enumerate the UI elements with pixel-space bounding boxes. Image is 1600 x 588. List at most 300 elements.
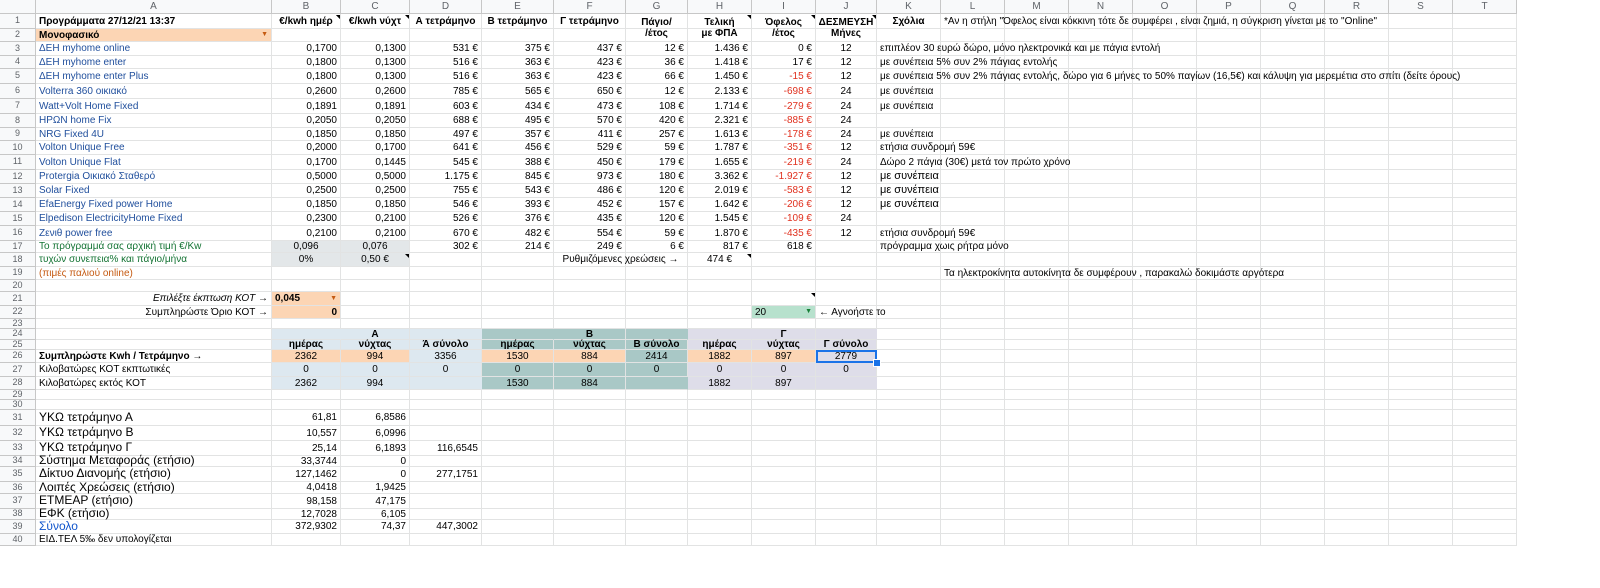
grid-cell[interactable] xyxy=(941,292,1005,306)
grid-cell[interactable] xyxy=(1389,441,1453,456)
grid-cell[interactable] xyxy=(482,29,554,42)
group-sum-c[interactable] xyxy=(816,340,877,350)
grid-cell[interactable] xyxy=(36,329,272,340)
non-kot-kwh-label[interactable] xyxy=(36,377,272,390)
plan-night-price[interactable] xyxy=(341,56,410,69)
grid-cell[interactable] xyxy=(1133,377,1197,390)
kwh-value[interactable] xyxy=(341,350,410,363)
row-header-31[interactable]: 31 xyxy=(0,410,36,426)
grid-cell[interactable] xyxy=(1325,267,1389,280)
cell-note-icon[interactable] xyxy=(811,293,815,297)
grid-cell[interactable] xyxy=(1005,350,1069,363)
grid-cell[interactable] xyxy=(1261,29,1325,42)
row-header-39[interactable]: 39 xyxy=(0,520,36,534)
your-night-price[interactable] xyxy=(341,241,410,253)
column-header-F[interactable]: F xyxy=(554,0,626,14)
grid-cell[interactable] xyxy=(816,426,877,441)
grid-cell[interactable] xyxy=(36,340,272,350)
grid-cell[interactable] xyxy=(1069,400,1133,410)
kot-limit-label[interactable] xyxy=(36,306,272,319)
grid-cell[interactable] xyxy=(1325,141,1389,155)
plan-comment[interactable] xyxy=(877,69,1461,84)
grid-cell[interactable] xyxy=(1133,319,1197,329)
grid-cell[interactable] xyxy=(341,292,410,306)
row-header-14[interactable]: 14 xyxy=(0,198,36,212)
plan-comment[interactable] xyxy=(877,170,941,184)
kwh-value[interactable] xyxy=(816,350,877,363)
grid-cell[interactable] xyxy=(1133,128,1197,141)
grid-cell[interactable] xyxy=(1453,128,1517,141)
grid-cell[interactable] xyxy=(1389,42,1453,56)
grid-cell[interactable] xyxy=(1133,84,1197,99)
grid-cell[interactable] xyxy=(1325,241,1389,253)
plan-months[interactable] xyxy=(816,155,877,170)
plan-months[interactable] xyxy=(816,226,877,241)
plan-b-cost[interactable] xyxy=(482,198,554,212)
plan-benefit[interactable] xyxy=(752,141,816,155)
grid-cell[interactable] xyxy=(1261,226,1325,241)
grid-cell[interactable] xyxy=(1005,410,1069,426)
grid-cell[interactable] xyxy=(272,534,341,546)
grid-cell[interactable] xyxy=(1325,212,1389,226)
row-header-19[interactable]: 19 xyxy=(0,267,36,280)
row-header-10[interactable]: 10 xyxy=(0,141,36,155)
plan-name[interactable] xyxy=(36,155,272,170)
grid-cell[interactable] xyxy=(1197,363,1261,377)
grid-cell[interactable] xyxy=(1261,494,1325,509)
grid-cell[interactable] xyxy=(1197,534,1261,546)
plan-benefit[interactable] xyxy=(752,226,816,241)
col-benefit[interactable] xyxy=(752,14,816,42)
grid-cell[interactable] xyxy=(1005,494,1069,509)
grid-cell[interactable] xyxy=(1453,390,1517,400)
plan-comment[interactable] xyxy=(877,141,976,155)
plan-day-price[interactable] xyxy=(272,99,341,114)
col-commitment[interactable] xyxy=(816,14,877,42)
grid-cell[interactable] xyxy=(1005,306,1069,319)
grid-cell[interactable] xyxy=(1261,280,1325,292)
plan-total[interactable] xyxy=(688,114,752,128)
grid-cell[interactable] xyxy=(410,400,482,410)
grid-cell[interactable] xyxy=(554,267,626,280)
grid-cell[interactable] xyxy=(1389,292,1453,306)
plan-c-cost[interactable] xyxy=(554,212,626,226)
grid-cell[interactable] xyxy=(1325,84,1389,99)
plan-months[interactable] xyxy=(816,170,877,184)
kot-kwh-value[interactable] xyxy=(626,363,688,377)
row-header-33[interactable]: 33 xyxy=(0,441,36,456)
grid-cell[interactable] xyxy=(1261,212,1325,226)
grid-cell[interactable] xyxy=(877,441,941,456)
grid-cell[interactable] xyxy=(1389,226,1453,241)
group-night-b[interactable] xyxy=(554,340,626,350)
grid-cell[interactable] xyxy=(341,267,410,280)
column-header-E[interactable]: E xyxy=(482,0,554,14)
kot-kwh-value[interactable] xyxy=(816,363,877,377)
plan-a-cost[interactable] xyxy=(410,226,482,241)
grid-cell[interactable] xyxy=(554,520,626,534)
cost-day[interactable] xyxy=(272,494,341,509)
cost-label[interactable] xyxy=(36,534,272,546)
grid-cell[interactable] xyxy=(1005,534,1069,546)
plan-day-price[interactable] xyxy=(272,128,341,141)
grid-cell[interactable] xyxy=(941,400,1005,410)
grid-cell[interactable] xyxy=(1453,292,1517,306)
grid-cell[interactable] xyxy=(941,29,1005,42)
plan-total[interactable] xyxy=(688,84,752,99)
row-header-37[interactable]: 37 xyxy=(0,494,36,509)
cell-note-icon[interactable] xyxy=(405,254,409,258)
grid-cell[interactable] xyxy=(1069,377,1133,390)
grid-cell[interactable] xyxy=(1325,377,1389,390)
grid-cell[interactable] xyxy=(341,280,410,292)
grid-cell[interactable] xyxy=(1325,306,1389,319)
plan-a-cost[interactable] xyxy=(410,69,482,84)
grid-cell[interactable] xyxy=(554,410,626,426)
grid-cell[interactable] xyxy=(1133,390,1197,400)
dropdown-arrow-icon[interactable]: ▼ xyxy=(330,294,337,302)
grid-cell[interactable] xyxy=(941,482,1005,494)
cost-label[interactable] xyxy=(36,520,272,534)
plan-months[interactable] xyxy=(816,56,877,69)
grid-cell[interactable] xyxy=(1069,319,1133,329)
grid-cell[interactable] xyxy=(941,253,1005,267)
plan-fee[interactable] xyxy=(626,69,688,84)
grid-cell[interactable] xyxy=(626,280,688,292)
grid-cell[interactable] xyxy=(1069,410,1133,426)
grid-cell[interactable] xyxy=(1133,520,1197,534)
row-header-38[interactable]: 38 xyxy=(0,509,36,520)
grid-cell[interactable] xyxy=(1325,155,1389,170)
title-cell[interactable] xyxy=(36,14,272,29)
grid-cell[interactable] xyxy=(1197,84,1261,99)
grid-cell[interactable] xyxy=(1389,350,1453,363)
plan-day-price[interactable] xyxy=(272,69,341,84)
grid-cell[interactable] xyxy=(1197,155,1261,170)
grid-cell[interactable] xyxy=(752,494,816,509)
grid-cell[interactable] xyxy=(554,280,626,292)
row-header-7[interactable]: 7 xyxy=(0,99,36,114)
plan-b-cost[interactable] xyxy=(482,56,554,69)
grid-cell[interactable] xyxy=(1453,56,1517,69)
grid-cell[interactable] xyxy=(1453,155,1517,170)
grid-cell[interactable] xyxy=(941,441,1005,456)
grid-cell[interactable] xyxy=(554,426,626,441)
plan-fee[interactable] xyxy=(626,84,688,99)
column-header-A[interactable]: A xyxy=(36,0,272,14)
grid-cell[interactable] xyxy=(272,280,341,292)
grid-cell[interactable] xyxy=(1005,280,1069,292)
plan-night-price[interactable] xyxy=(341,212,410,226)
plan-benefit[interactable] xyxy=(752,128,816,141)
plan-fee[interactable] xyxy=(626,56,688,69)
plan-name[interactable] xyxy=(36,128,272,141)
grid-cell[interactable] xyxy=(1069,141,1133,155)
grid-cell[interactable] xyxy=(1325,441,1389,456)
plan-comment[interactable] xyxy=(877,155,1071,170)
grid-cell[interactable] xyxy=(1069,456,1133,467)
grid-cell[interactable] xyxy=(1261,350,1325,363)
grid-cell[interactable] xyxy=(1325,319,1389,329)
grid-cell[interactable] xyxy=(941,280,1005,292)
plan-months[interactable] xyxy=(816,198,877,212)
grid-cell[interactable] xyxy=(1133,170,1197,184)
your-comment[interactable] xyxy=(877,241,1009,253)
plan-total[interactable] xyxy=(688,42,752,56)
col-fee[interactable] xyxy=(626,14,688,42)
grid-cell[interactable] xyxy=(554,306,626,319)
grid-cell[interactable] xyxy=(1197,482,1261,494)
grid-cell[interactable] xyxy=(688,410,752,426)
grid-cell[interactable] xyxy=(1389,482,1453,494)
group-fill[interactable] xyxy=(626,377,688,390)
plan-comment[interactable] xyxy=(877,42,1161,56)
grid-cell[interactable] xyxy=(816,410,877,426)
your-b-cost[interactable] xyxy=(482,241,554,253)
group-fill[interactable] xyxy=(410,377,482,390)
your-plan-label[interactable] xyxy=(36,241,272,253)
cell-note-icon[interactable] xyxy=(872,15,876,19)
kot-kwh-value[interactable] xyxy=(272,363,341,377)
grid-cell[interactable] xyxy=(1069,441,1133,456)
grid-cell[interactable] xyxy=(1069,509,1133,520)
grid-cell[interactable] xyxy=(1197,390,1261,400)
plan-benefit[interactable] xyxy=(752,170,816,184)
col-total[interactable] xyxy=(688,14,752,42)
grid-cell[interactable] xyxy=(341,319,410,329)
cost-sum[interactable] xyxy=(410,441,482,456)
grid-cell[interactable] xyxy=(1069,292,1133,306)
grid-cell[interactable] xyxy=(877,114,941,128)
grid-cell[interactable] xyxy=(626,467,688,482)
grid-cell[interactable] xyxy=(1133,56,1197,69)
plan-comment[interactable] xyxy=(877,99,941,114)
plan-months[interactable] xyxy=(816,42,877,56)
plan-total[interactable] xyxy=(688,141,752,155)
grid-cell[interactable] xyxy=(752,280,816,292)
kwh-value[interactable] xyxy=(482,350,554,363)
grid-cell[interactable] xyxy=(1389,184,1453,198)
grid-cell[interactable] xyxy=(272,267,341,280)
grid-cell[interactable] xyxy=(688,509,752,520)
grid-cell[interactable] xyxy=(1005,520,1069,534)
grid-cell[interactable] xyxy=(816,241,877,253)
grid-cell[interactable] xyxy=(482,509,554,520)
kwh-value[interactable] xyxy=(688,350,752,363)
grid-cell[interactable] xyxy=(816,400,877,410)
plan-a-cost[interactable] xyxy=(410,141,482,155)
plan-benefit[interactable] xyxy=(752,56,816,69)
grid-cell[interactable] xyxy=(1005,128,1069,141)
grid-cell[interactable] xyxy=(482,494,554,509)
grid-cell[interactable] xyxy=(554,509,626,520)
grid-cell[interactable] xyxy=(877,340,941,350)
grid-cell[interactable] xyxy=(341,400,410,410)
grid-cell[interactable] xyxy=(752,267,816,280)
grid-cell[interactable] xyxy=(410,410,482,426)
grid-cell[interactable] xyxy=(626,456,688,467)
grid-cell[interactable] xyxy=(1325,482,1389,494)
plan-c-cost[interactable] xyxy=(554,141,626,155)
grid-cell[interactable] xyxy=(1133,141,1197,155)
grid-cell[interactable] xyxy=(688,467,752,482)
row-header-35[interactable]: 35 xyxy=(0,467,36,482)
grid-cell[interactable] xyxy=(1197,400,1261,410)
grid-cell[interactable] xyxy=(752,400,816,410)
grid-cell[interactable] xyxy=(1261,467,1325,482)
plan-c-cost[interactable] xyxy=(554,56,626,69)
plan-fee[interactable] xyxy=(626,170,688,184)
grid-cell[interactable] xyxy=(1197,494,1261,509)
grid-cell[interactable] xyxy=(941,84,1005,99)
grid-cell[interactable] xyxy=(1453,456,1517,467)
cell-note-icon[interactable] xyxy=(405,15,409,19)
grid-cell[interactable] xyxy=(1005,29,1069,42)
grid-cell[interactable] xyxy=(1005,212,1069,226)
grid-cell[interactable] xyxy=(877,253,941,267)
grid-cell[interactable] xyxy=(1325,390,1389,400)
plan-night-price[interactable] xyxy=(341,69,410,84)
ignore-dropdown[interactable] xyxy=(752,306,816,319)
plan-night-price[interactable] xyxy=(341,155,410,170)
grid-cell[interactable] xyxy=(752,441,816,456)
grid-cell[interactable] xyxy=(1389,212,1453,226)
grid-cell[interactable] xyxy=(688,441,752,456)
grid-cell[interactable] xyxy=(554,494,626,509)
grid-cell[interactable] xyxy=(1069,29,1133,42)
cost-day[interactable] xyxy=(272,456,341,467)
plan-total[interactable] xyxy=(688,128,752,141)
grid-cell[interactable] xyxy=(1197,56,1261,69)
plan-day-price[interactable] xyxy=(272,84,341,99)
grid-cell[interactable] xyxy=(1389,84,1453,99)
col-c-quarter[interactable] xyxy=(554,14,626,29)
cost-sum[interactable] xyxy=(410,467,482,482)
grid-cell[interactable] xyxy=(1133,306,1197,319)
kot-limit-input[interactable] xyxy=(272,306,341,319)
dropdown-arrow-icon[interactable]: ▼ xyxy=(261,31,268,39)
grid-cell[interactable] xyxy=(626,390,688,400)
grid-cell[interactable] xyxy=(1133,340,1197,350)
row-header-8[interactable]: 8 xyxy=(0,114,36,128)
grid-cell[interactable] xyxy=(482,482,554,494)
grid-cell[interactable] xyxy=(1325,226,1389,241)
grid-cell[interactable] xyxy=(1389,329,1453,340)
grid-cell[interactable] xyxy=(877,410,941,426)
grid-cell[interactable] xyxy=(1261,128,1325,141)
kot-discount-dropdown[interactable] xyxy=(272,292,341,306)
plan-total[interactable] xyxy=(688,226,752,241)
cost-night[interactable] xyxy=(341,426,410,441)
cost-label[interactable] xyxy=(36,453,272,468)
plan-comment[interactable] xyxy=(877,184,941,198)
grid-cell[interactable] xyxy=(1197,226,1261,241)
grid-cell[interactable] xyxy=(1261,42,1325,56)
row-header-16[interactable]: 16 xyxy=(0,226,36,241)
column-header-M[interactable]: M xyxy=(1005,0,1069,14)
column-header-O[interactable]: O xyxy=(1133,0,1197,14)
grid-cell[interactable] xyxy=(1325,350,1389,363)
grid-cell[interactable] xyxy=(1453,241,1517,253)
grid-cell[interactable] xyxy=(752,319,816,329)
column-header-G[interactable]: G xyxy=(626,0,688,14)
grid-cell[interactable] xyxy=(554,29,626,42)
plan-a-cost[interactable] xyxy=(410,84,482,99)
grid-cell[interactable] xyxy=(941,306,1005,319)
grid-cell[interactable] xyxy=(688,534,752,546)
plan-a-cost[interactable] xyxy=(410,42,482,56)
plan-c-cost[interactable] xyxy=(554,170,626,184)
grid-cell[interactable] xyxy=(482,410,554,426)
grid-cell[interactable] xyxy=(941,350,1005,363)
grid-cell[interactable] xyxy=(1325,520,1389,534)
grid-cell[interactable] xyxy=(1325,363,1389,377)
plan-months[interactable] xyxy=(816,141,877,155)
grid-cell[interactable] xyxy=(1389,363,1453,377)
plan-a-cost[interactable] xyxy=(410,128,482,141)
grid-cell[interactable] xyxy=(1453,319,1517,329)
grid-cell[interactable] xyxy=(1325,329,1389,340)
plan-a-cost[interactable] xyxy=(410,212,482,226)
grid-cell[interactable] xyxy=(1005,363,1069,377)
grid-cell[interactable] xyxy=(1389,128,1453,141)
plan-night-price[interactable] xyxy=(341,198,410,212)
grid-cell[interactable] xyxy=(1261,241,1325,253)
grid-cell[interactable] xyxy=(1197,329,1261,340)
grid-cell[interactable] xyxy=(1453,99,1517,114)
plan-day-price[interactable] xyxy=(272,42,341,56)
grid-cell[interactable] xyxy=(1005,114,1069,128)
grid-cell[interactable] xyxy=(1069,84,1133,99)
regulated-charges-value[interactable] xyxy=(688,253,752,267)
grid-cell[interactable] xyxy=(410,306,482,319)
grid-cell[interactable] xyxy=(1133,509,1197,520)
grid-cell[interactable] xyxy=(1005,377,1069,390)
grid-cell[interactable] xyxy=(1389,340,1453,350)
grid-cell[interactable] xyxy=(626,292,688,306)
grid-cell[interactable] xyxy=(941,494,1005,509)
consistency-percent[interactable] xyxy=(272,253,341,267)
grid-cell[interactable] xyxy=(1453,84,1517,99)
plan-day-price[interactable] xyxy=(272,170,341,184)
plan-day-price[interactable] xyxy=(272,155,341,170)
plan-day-price[interactable] xyxy=(272,184,341,198)
plan-name[interactable] xyxy=(36,84,272,99)
grid-cell[interactable] xyxy=(1069,363,1133,377)
grid-cell[interactable] xyxy=(1261,520,1325,534)
grid-cell[interactable] xyxy=(1325,184,1389,198)
cost-day[interactable] xyxy=(272,426,341,441)
grid-cell[interactable] xyxy=(1389,170,1453,184)
row-header-30[interactable]: 30 xyxy=(0,400,36,410)
grid-cell[interactable] xyxy=(1389,390,1453,400)
grid-cell[interactable] xyxy=(816,267,877,280)
group-sum-a[interactable] xyxy=(410,340,482,350)
grid-cell[interactable] xyxy=(1261,509,1325,520)
cost-night[interactable] xyxy=(341,467,410,482)
grid-cell[interactable] xyxy=(1133,241,1197,253)
ignore-label[interactable] xyxy=(816,306,886,319)
grid-cell[interactable] xyxy=(877,350,941,363)
non-kot-kwh-value[interactable] xyxy=(688,377,752,390)
plan-c-cost[interactable] xyxy=(554,226,626,241)
plan-name[interactable] xyxy=(36,184,272,198)
grid-cell[interactable] xyxy=(1261,184,1325,198)
cost-day[interactable] xyxy=(272,509,341,520)
grid-cell[interactable] xyxy=(1197,128,1261,141)
plan-fee[interactable] xyxy=(626,155,688,170)
plan-night-price[interactable] xyxy=(341,184,410,198)
